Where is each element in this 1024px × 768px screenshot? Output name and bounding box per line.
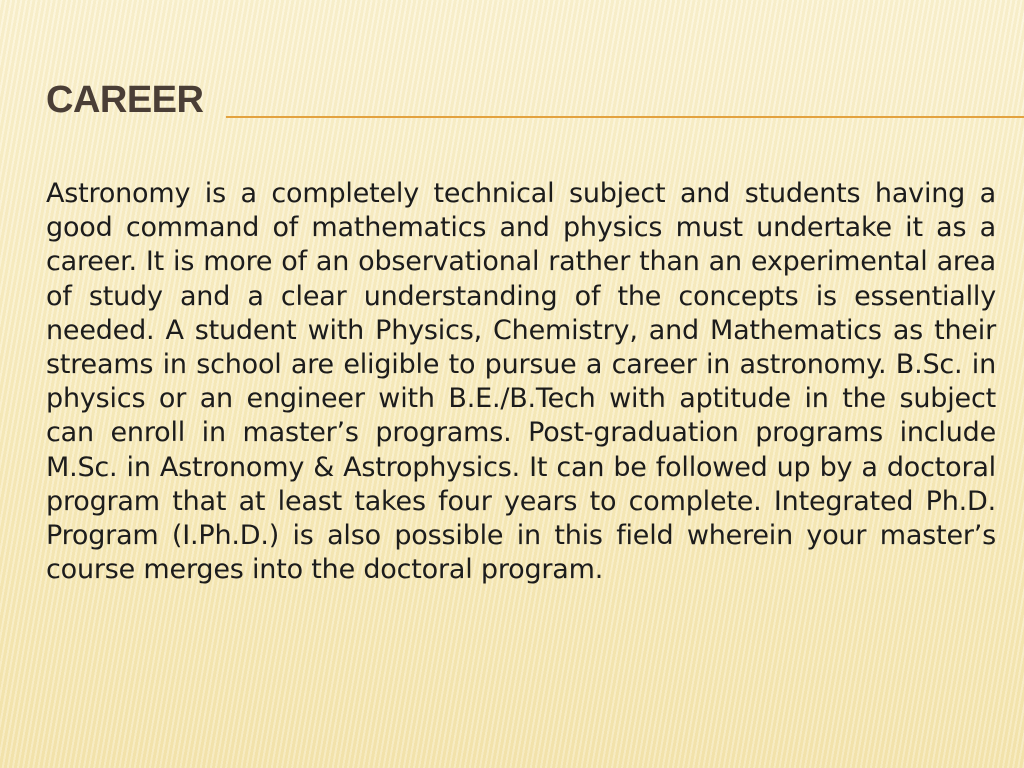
title-underline [226, 116, 1024, 118]
slide-body-text: Astronomy is a completely technical subject and students having a good command of mathematics and physics must undertake it as a career. It is more of an observational rather than an experimental area of study and a clear understanding of the concepts is essentially needed. A student with Physics, Chemistry, and Mathematics as their streams in school are eligible to pursue a career in astronomy. B.Sc. in physics or an engineer with B.E./B.Tech with aptitude in the subject can enroll in master’s programs. Post-graduation programs include M.Sc. in Astronomy & Astrophysics. It can be followed up by a doctoral program that at least takes four years to complete. Integrated Ph.D. Program (I.Ph.D.) is also possible in this field wherein your master’s course merges into the doctoral program. [46, 178, 996, 586]
slide-title: CAREER [46, 79, 204, 121]
